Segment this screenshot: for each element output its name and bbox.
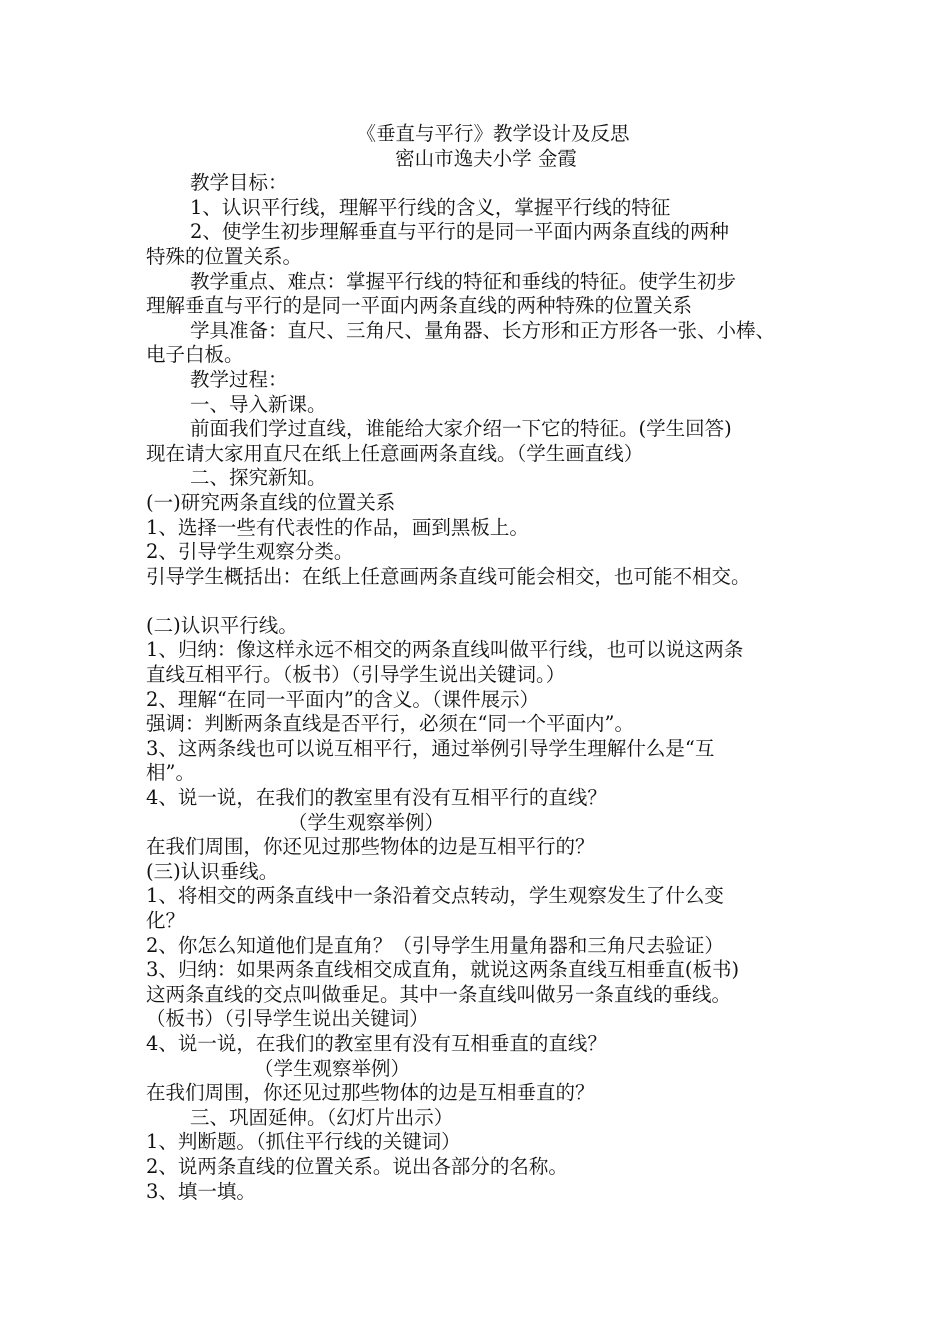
text-line: 2、你怎么知道他们是直角？（引导学生用量角器和三角尺去验证） — [146, 933, 724, 957]
text-line: 引导学生概括出：在纸上任意画两条直线可能会相交，也可能不相交。 — [146, 564, 751, 588]
text-line: 1、选择一些有代表性的作品，画到黑板上。 — [146, 515, 529, 539]
text-line: 相”。 — [146, 761, 195, 785]
text-line: （板书）（引导学生说出关键词） — [146, 1007, 429, 1031]
text-line: 1、认识平行线，理解平行线的含义，掌握平行线的特征 — [190, 195, 671, 219]
text-line: 电子白板。 — [146, 343, 244, 367]
text-line: 3、这两条线也可以说互相平行，通过举例引导学生理解什么是“互 — [146, 736, 715, 760]
text-line: 学具准备：直尺、三角尺、量角器、长方形和正方形各一张、小棒、 — [190, 318, 776, 342]
document-title: 《垂直与平行》教学设计及反思 — [356, 122, 630, 145]
text-line: （学生观察举例） — [288, 810, 445, 834]
text-line: 教学过程： — [190, 367, 288, 391]
text-line: (二)认识平行线。 — [146, 613, 298, 637]
text-line: 在我们周围，你还见过那些物体的边是互相平行的？ — [146, 835, 595, 859]
text-line: 1、将相交的两条直线中一条沿着交点转动，学生观察发生了什么变 — [146, 884, 724, 908]
text-line: 3、填一填。 — [146, 1179, 256, 1203]
text-line: 2、使学生初步理解垂直与平行的是同一平面内两条直线的两种 — [190, 220, 729, 244]
text-line: 直线互相平行。（板书）（引导学生说出关键词。） — [146, 663, 566, 687]
text-line: （学生观察举例） — [254, 1056, 411, 1080]
blank-line — [146, 589, 826, 614]
text-line: 现在请大家用直尺在纸上任意画两条直线。（学生画直线） — [146, 441, 644, 465]
document-body — [146, 122, 826, 1204]
text-line: 特殊的位置关系。 — [146, 244, 303, 268]
text-line: 3、归纳：如果两条直线相交成直角，就说这两条直线互相垂直(板书) — [146, 958, 740, 982]
text-line: 2、理解“在同一平面内”的含义。（课件展示） — [146, 687, 540, 711]
text-line: 2、引导学生观察分类。 — [146, 540, 354, 564]
text-line: 在我们周围，你还见过那些物体的边是互相垂直的？ — [146, 1081, 595, 1105]
text-line: 教学重点、难点：掌握平行线的特征和垂线的特征。使学生初步 — [190, 269, 737, 293]
text-line: 2、说两条直线的位置关系。说出各部分的名称。 — [146, 1154, 568, 1178]
text-line: 强调：判断两条直线是否平行，必须在“同一个平面内”。 — [146, 712, 634, 736]
text-line: 4、说一说，在我们的教室里有没有互相垂直的直线？ — [146, 1031, 607, 1055]
author-line: 密山市逸夫小学 金霞 — [395, 146, 577, 170]
text-line: 一、导入新课。 — [190, 392, 327, 416]
text-line: 1、归纳：像这样永远不相交的两条直线叫做平行线，也可以说这两条 — [146, 638, 744, 662]
text-line: (三)认识垂线。 — [146, 859, 279, 883]
text-line: 理解垂直与平行的是同一平面内两条直线的两种特殊的位置关系 — [146, 294, 693, 318]
text-line: 二、探究新知。 — [190, 466, 327, 490]
text-line: 三、巩固延伸。（幻灯片出示） — [190, 1105, 454, 1129]
text-line: 前面我们学过直线，谁能给大家介绍一下它的特征。(学生回答) — [190, 417, 732, 441]
text-line: (一)研究两条直线的位置关系 — [146, 490, 396, 514]
text-line: 化？ — [146, 909, 186, 932]
text-line: 1、判断题。（抓住平行线的关键词） — [146, 1130, 461, 1154]
text-line: 这两条直线的交点叫做垂足。其中一条直线叫做另一条直线的垂线。 — [146, 982, 732, 1006]
text-line: 教学目标： — [190, 171, 288, 195]
text-line: 4、说一说，在我们的教室里有没有互相平行的直线？ — [146, 786, 607, 810]
